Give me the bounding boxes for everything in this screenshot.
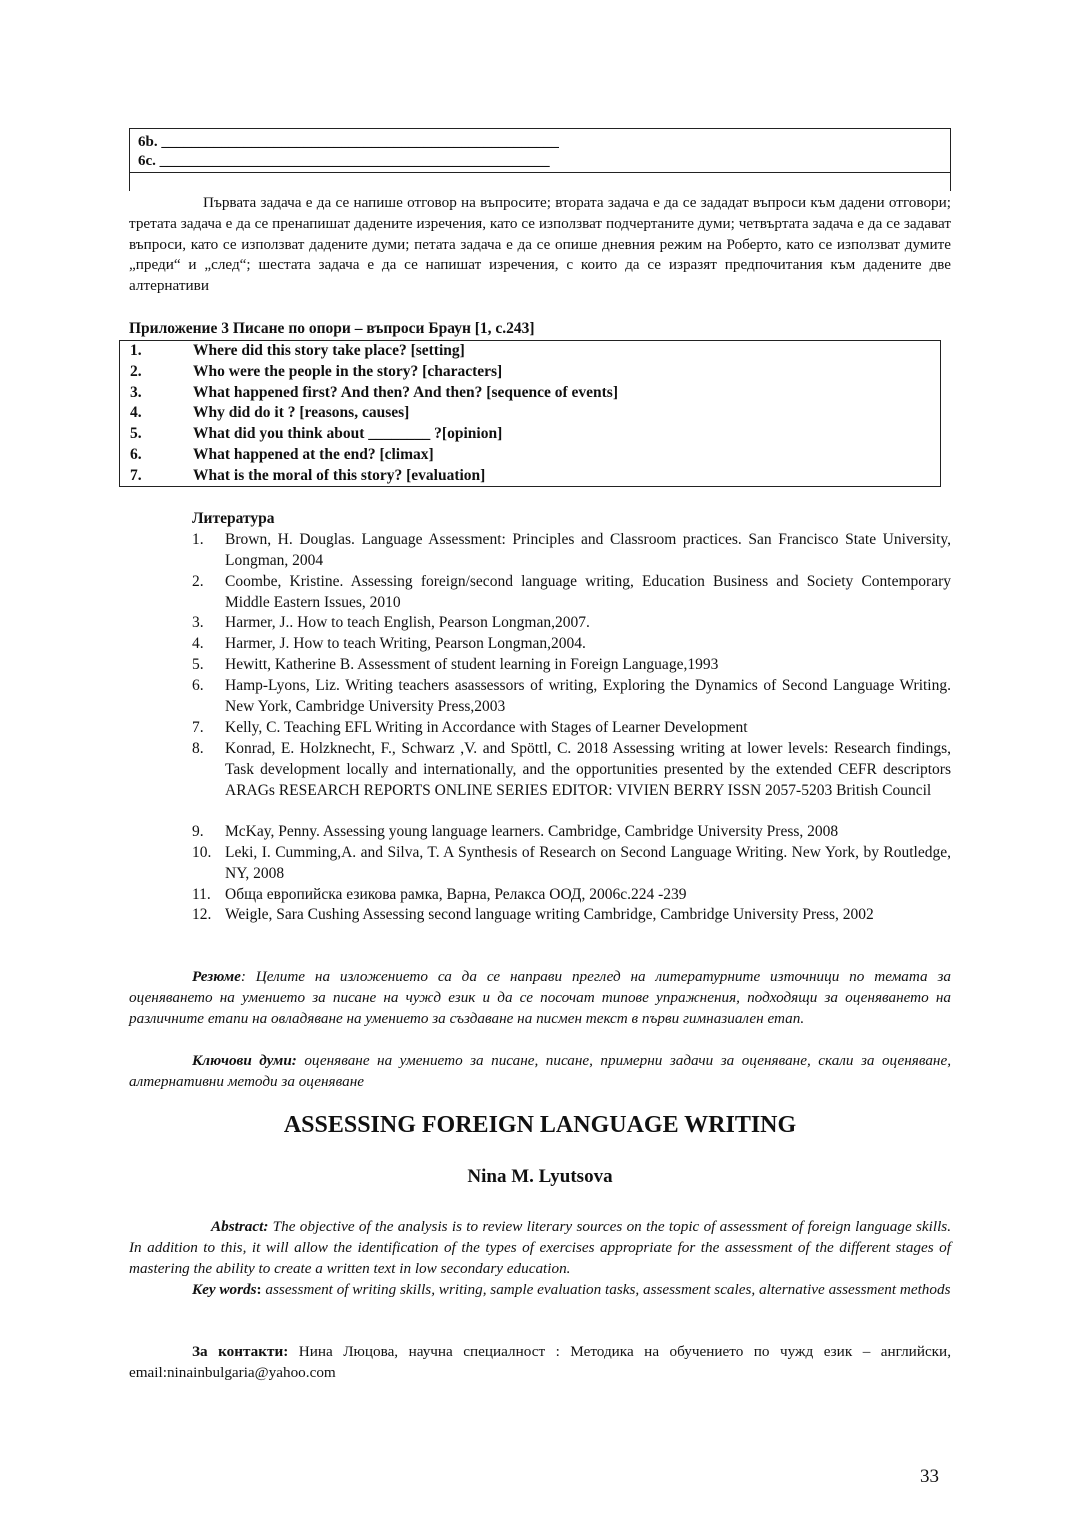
- contact-paragraph: [129, 1342, 951, 1384]
- reference-text: Harmer, J. How to teach Writing, Pearson Longman,2004.: [225, 635, 586, 652]
- reference-number: 7.: [192, 719, 204, 736]
- reference-text: Harmer, J.. How to teach English, Pearson Longman,2007.: [225, 614, 590, 631]
- question-text: What happened first? And then? And then? [sequence of events]: [193, 383, 619, 401]
- keywords-en-text: assessment of writing skills, writing, sample evaluation tasks, assessment scales, alternative assessment methods: [261, 1281, 951, 1298]
- question-text: Where did this story take place? [setting]: [193, 342, 465, 359]
- keywords-en-colon: :: [256, 1281, 262, 1298]
- reference-item: [192, 634, 951, 655]
- reference-item: [192, 718, 951, 739]
- keywords-en-paragraph: [129, 1280, 951, 1301]
- reference-number: 9.: [192, 823, 204, 840]
- task-description-text: Първата задача е да се напише отговор на въпросите; втората задача е да се зададат въпроси към дадени отговори; третата задача е да се пренапишат дадените изречения, като се използват подчертаните думи; четвъртата задача е да се задават въпроси, като се използват дадените думи; петата задача е да се опише дневния режим на Роберто, като се използват думите „преди“ и „след“; шестата задача е да се напишат изречения, с които да се изразят предпочитания към дадените две алтернативи: [129, 194, 951, 295]
- keywords-bg-text: оценяване на умението за писане, писане, примерни задачи за оценяване, скали за оценяване, алтернативни методи за оценяване: [129, 1052, 951, 1090]
- reference-number: 8.: [192, 740, 204, 757]
- summary-bg-label: Резюме: [192, 968, 241, 985]
- reference-item: [192, 822, 951, 843]
- question-number: 3.: [130, 383, 142, 401]
- summary-bg-paragraph: [129, 967, 951, 1029]
- question-number: 2.: [130, 362, 142, 380]
- reference-number: 12.: [192, 906, 212, 923]
- reference-item: [192, 530, 951, 572]
- task-description-paragraph: [129, 193, 951, 297]
- page-number: 33: [920, 1466, 939, 1487]
- summary-bg-text: : Целите на изложението са да се направи преглед на литературните източници по темата за оценяването на умението за писане на чужд език и да се посочат типове упражнения, подходящи за оценяването на различните етапи на овладяване на умението за създаване на писмен текст в първи гимназиален етап.: [129, 968, 951, 1027]
- questions-table: [119, 340, 941, 487]
- reference-number: 3.: [192, 614, 204, 631]
- question-number: 4.: [130, 404, 142, 422]
- contact-label: За контакти:: [192, 1343, 289, 1360]
- reference-number: 5.: [192, 656, 204, 673]
- contact-text: Нина Люцова, научна специалност : Методика на обучението по чужд език – английски, email:ninainbulgaria@yahoo.com: [129, 1343, 951, 1381]
- reference-number: 1.: [192, 531, 204, 548]
- question-text: What did you think about ________ ?[opinion]: [193, 425, 503, 443]
- question-number: 6.: [130, 446, 142, 463]
- reference-text: Konrad, E. Holzknecht, F., Schwarz ,V. and Spöttl, C. 2018 Assessing writing at lower levels: Research findings, Task development locally and internationally, and the opportunities presented by the extended CEFR descriptors ARAGs RESEARCH REPORTS ONLINE SERIES EDITOR: VIVIEN BERRY ISSN 2057-5203 British Council: [225, 740, 951, 799]
- reference-number: 2.: [192, 573, 204, 590]
- reference-item: [192, 843, 951, 885]
- keywords-en-label: Key words: [192, 1281, 257, 1298]
- answer-line-6c: 6c. ____________________________________________________: [138, 153, 550, 169]
- reference-text: Brown, H. Douglas. Language Assessment: Principles and Classroom practices. San Francisco State University, Longman, 2004: [225, 531, 951, 569]
- reference-item: [192, 885, 951, 906]
- reference-item: [192, 572, 951, 614]
- question-number: 7.: [130, 466, 142, 484]
- question-number: 5.: [130, 425, 142, 443]
- question-text: What is the moral of this story? [evaluation]: [193, 466, 486, 484]
- abstract-text: The objective of the analysis is to review literary sources on the topic of assessment of foreign language skills. In addition to this, it will allow the identification of the types of exercises appropriate for the assessment of the different stages of mastering the ability to create a written text in low secondary education.: [129, 1218, 951, 1277]
- reference-item: [192, 739, 951, 801]
- abstract-label: Abstract:: [211, 1218, 269, 1235]
- literature-heading: Литература: [192, 510, 275, 527]
- reference-text: Weigle, Sara Cushing Assessing second language writing Cambridge, Cambridge University Press, 2002: [225, 906, 874, 923]
- author-name: Nina M. Lyutsova: [467, 1166, 613, 1187]
- question-text: What happened at the end? [climax]: [193, 446, 434, 463]
- question-number: 1.: [130, 342, 142, 359]
- keywords-bg-label: Ключови думи:: [192, 1052, 297, 1069]
- reference-number: 10.: [192, 844, 212, 861]
- abstract-paragraph: [129, 1217, 951, 1279]
- reference-item: [192, 676, 951, 718]
- reference-number: 4.: [192, 635, 204, 652]
- reference-number: 11.: [192, 886, 211, 903]
- keywords-bg-paragraph: [129, 1051, 951, 1093]
- reference-text: Coombe, Kristine. Assessing foreign/second language writing, Education Business and Society Contemporary Middle Eastern Issues, 2010: [225, 573, 951, 611]
- reference-item: [192, 655, 951, 676]
- reference-text: Hamp-Lyons, Liz. Writing teachers asassessors of writing, Exploring the Dynamics of Second Language Writing. New York, Cambridge University Press,2003: [225, 677, 951, 715]
- question-text: Why did do it ? [reasons, causes]: [193, 404, 410, 422]
- reference-text: McKay, Penny. Assessing young language learners. Cambridge, Cambridge University Press, 2008: [225, 823, 839, 840]
- question-text: Who were the people in the story? [characters]: [193, 362, 503, 380]
- english-title: ASSESSING FOREIGN LANGUAGE WRITING: [283, 1112, 797, 1138]
- reference-text: Kelly, C. Teaching EFL Writing in Accordance with Stages of Learner Development: [225, 719, 748, 736]
- table-divider: [130, 172, 950, 173]
- reference-text: Hewitt, Katherine B. Assessment of student learning in Foreign Language,1993: [225, 656, 719, 673]
- answer-table-fragment: [129, 128, 951, 191]
- appendix-title: Приложение 3 Писане по опори – въпроси Браун [1, с.243]: [129, 320, 535, 337]
- reference-item: [192, 613, 951, 634]
- answer-line-6b: 6b. _____________________________________________________: [138, 134, 559, 150]
- reference-text: Leki, I. Cumming,A. and Silva, T. A Synthesis of Research on Second Language Writing. New York, by Routledge, NY, 2008: [225, 844, 951, 882]
- reference-text: Обща европийска езикова рамка, Варна, Релакса ООД, 2006с.224 -239: [225, 886, 687, 903]
- reference-number: 6.: [192, 677, 204, 694]
- reference-item: [192, 905, 951, 926]
